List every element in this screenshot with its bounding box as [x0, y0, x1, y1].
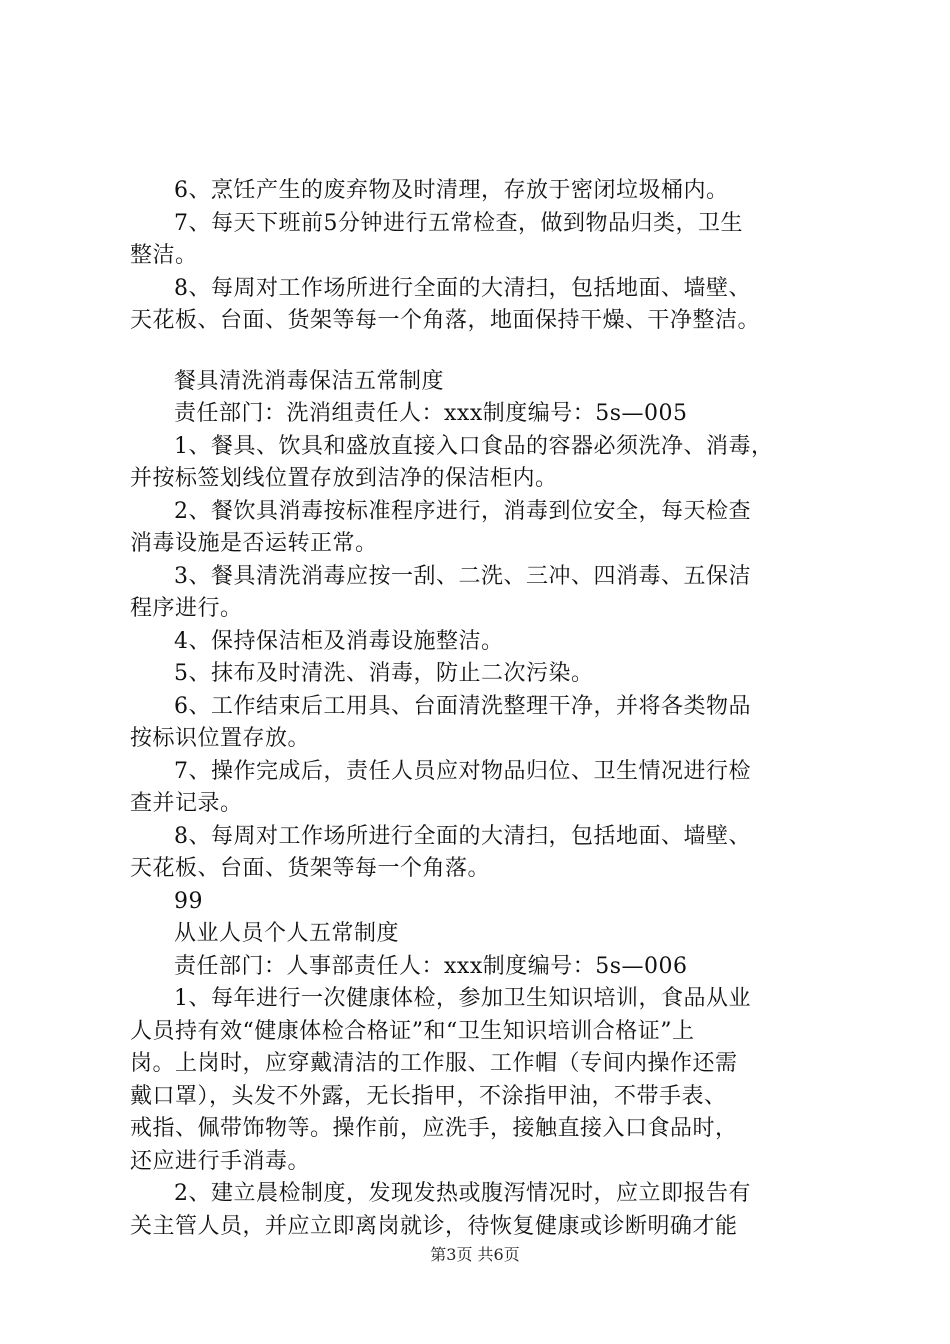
text-line: 6、工作结束后工用具、台面清洗整理干净，并将各类物品	[174, 693, 751, 719]
text-line: 1、每年进行一次健康体检，参加卫生知识培训，食品从业	[174, 986, 751, 1011]
text-line: 还应进行手消毒。	[130, 1148, 311, 1174]
text-line: 查并记录。	[130, 791, 243, 816]
section-kitchen-rules-end	[130, 175, 830, 338]
text-line: 3、餐具清洗消毒应按一刮、二洗、三冲、四消毒、五保洁	[174, 563, 751, 589]
text-line: 人员持有效“健康体检合格证”和“卫生知识培训合格证”上	[130, 1018, 695, 1044]
text-line: 戴口罩），头发不外露，无长指甲，不涂指甲油，不带手表、	[130, 1083, 727, 1109]
text-line: 4、保持保洁柜及消毒设施整洁。	[174, 628, 504, 654]
page-footer: 第3页 共6页	[430, 1245, 520, 1264]
text-line: 程序进行。	[130, 596, 243, 621]
text-line: 天花板、台面、货架等每一个角落，地面保持干燥、干净整洁。	[130, 308, 761, 333]
text-line: 5、抹布及时清洗、消毒，防止二次污染。	[174, 661, 594, 686]
text-line: 8、每周对工作场所进行全面的大清扫，包括地面、墙壁、	[174, 275, 751, 301]
text-line: 7、每天下班前5分钟进行五常检查，做到物品归类，卫生	[174, 210, 743, 236]
text-line: 责任部门：人事部责任人：xxx制度编号：5s—006	[174, 953, 688, 979]
section-tableware-and-staff-rules	[130, 366, 830, 1244]
text-line: 并按标签划线位置存放到洁净的保洁柜内。	[130, 466, 558, 491]
text-line: 岗。上岗时，应穿戴清洁的工作服、工作帽（专间内操作还需	[130, 1051, 738, 1076]
text-line: 6、烹饪产生的废弃物及时清理，存放于密闭垃圾桶内。	[174, 178, 729, 203]
text-line: 天花板、台面、货架等每一个角落。	[130, 856, 491, 881]
text-line: 8、每周对工作场所进行全面的大清扫，包括地面、墙壁、	[174, 823, 751, 849]
text-line: 餐具清洗消毒保洁五常制度	[174, 368, 445, 394]
section-gap	[130, 338, 830, 366]
text-line: 关主管人员，并应立即离岗就诊，待恢复健康或诊断明确才能	[130, 1213, 738, 1239]
text-line: 整洁。	[130, 243, 198, 268]
text-line: 按标识位置存放。	[130, 726, 311, 751]
text-line: 责任部门：洗消组责任人：xxx制度编号：5s—005	[174, 401, 688, 426]
text-line: 戒指、佩带饰物等。操作前，应洗手，接触直接入口食品时，	[130, 1116, 738, 1141]
text-line: 从业人员个人五常制度	[174, 921, 400, 946]
text-line: 1、餐具、饮具和盛放直接入口食品的容器必须洗净、消毒，	[174, 433, 774, 459]
text-line: 2、建立晨检制度，发现发热或腹泻情况时，应立即报告有	[174, 1181, 751, 1206]
text-line: 7、操作完成后，责任人员应对物品归位、卫生情况进行检	[174, 758, 751, 784]
text-line: 99	[174, 888, 203, 914]
text-line: 2、餐饮具消毒按标准程序进行，消毒到位安全，每天检查	[174, 498, 751, 524]
document-body	[130, 175, 830, 1243]
text-line: 消毒设施是否运转正常。	[130, 531, 378, 556]
